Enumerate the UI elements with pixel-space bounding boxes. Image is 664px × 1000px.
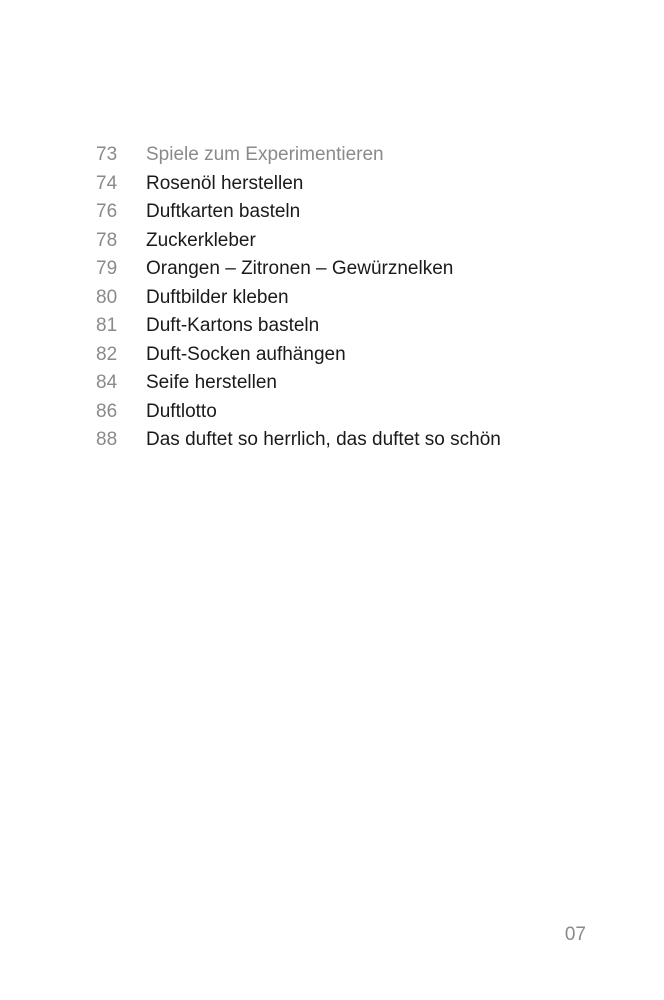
toc-page-number: 79	[96, 258, 118, 279]
toc-entry-title: Seife herstellen	[146, 372, 277, 393]
toc-page-number: 84	[96, 372, 118, 393]
toc-entry-title: Duft-Kartons basteln	[146, 315, 320, 336]
toc-entry-title: Orangen – Zitronen – Gewürznelken	[146, 258, 454, 279]
toc-entry	[96, 369, 501, 398]
toc-entry	[96, 426, 501, 455]
toc-entry	[96, 398, 501, 427]
toc-entry	[96, 312, 501, 341]
toc-page-number: 73	[96, 144, 118, 165]
toc-page-number: 86	[96, 400, 118, 422]
toc-page-number: 74	[96, 172, 118, 194]
toc-section-heading	[96, 141, 501, 170]
toc-entry	[96, 255, 501, 284]
toc-page-number: 82	[96, 343, 118, 365]
toc-entry	[96, 284, 501, 313]
toc-entry-title: Rosenöl herstellen	[146, 172, 304, 194]
toc-page-number: 81	[96, 315, 118, 336]
toc-page-number: 78	[96, 229, 118, 251]
toc-entry	[96, 341, 501, 370]
toc-entry-title: Duftbilder kleben	[146, 286, 289, 308]
toc-entry	[96, 227, 501, 256]
toc-entry-title: Duft-Socken aufhängen	[146, 343, 346, 365]
toc-entry-title: Das duftet so herrlich, das duftet so schön	[146, 429, 501, 450]
toc-entry-title: Duftkarten basteln	[146, 201, 301, 222]
toc-section-title: Spiele zum Experimentieren	[146, 144, 384, 165]
table-of-contents	[96, 141, 501, 455]
toc-page-number: 80	[96, 286, 118, 308]
page-number-folio: 07	[564, 924, 586, 945]
toc-page-number: 88	[96, 429, 118, 450]
toc-entry	[96, 198, 501, 227]
toc-page-number: 76	[96, 201, 118, 222]
toc-entry-title: Duftlotto	[146, 400, 217, 422]
toc-entry	[96, 170, 501, 199]
toc-entry-title: Zuckerkleber	[146, 229, 256, 251]
